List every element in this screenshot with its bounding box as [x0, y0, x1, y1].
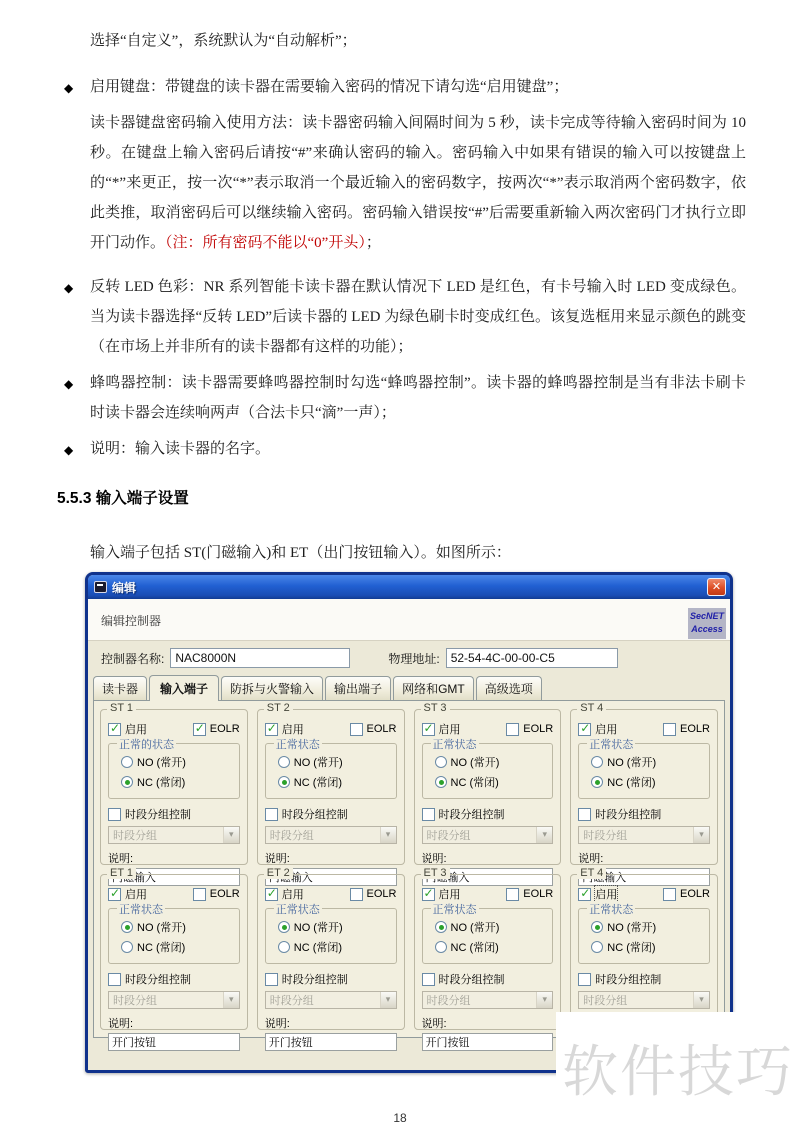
checkbox-icon — [578, 808, 591, 821]
schedule-group-label: 时段分组控制 — [281, 974, 348, 986]
radio-no-label: NO (常开) — [137, 922, 186, 934]
radio-icon — [121, 776, 133, 788]
checkbox-icon — [193, 720, 206, 736]
controller-name-input[interactable] — [170, 648, 350, 668]
schedule-group-dropdown — [265, 826, 397, 844]
schedule-group-dropdown — [422, 826, 554, 844]
logo-line1: SecNET — [689, 611, 724, 621]
checkbox-icon — [265, 808, 278, 821]
description-label: 说明: — [421, 1018, 447, 1030]
radio-icon — [591, 776, 603, 788]
input-terminal-group — [414, 702, 562, 865]
schedule-group-checkbox[interactable] — [422, 806, 554, 822]
normal-state-group — [578, 739, 710, 799]
dialog-subtitle: 编辑控制器 — [101, 614, 162, 628]
terminal-grid — [100, 702, 718, 1030]
group-title: ST 3 — [421, 702, 450, 714]
checkbox-icon — [193, 888, 206, 901]
tab-3[interactable]: 输出端子 — [325, 676, 391, 700]
password-note: （注：所有密码不能以“0”开头） — [165, 235, 366, 251]
schedule-group-label: 时段分组控制 — [595, 974, 662, 986]
radio-no-label: NO (常开) — [293, 757, 343, 769]
eolr-checkbox[interactable] — [506, 888, 553, 901]
description-input[interactable] — [265, 1033, 397, 1051]
bullet-item-led — [64, 272, 746, 362]
radio-no-label: NO (常开) — [293, 922, 343, 934]
normal-state-caption: 正常的状态 — [117, 736, 176, 752]
checkbox-icon — [663, 723, 676, 736]
normal-state-caption: 正常状态 — [431, 901, 479, 917]
enable-checkbox[interactable] — [422, 886, 461, 902]
radio-icon — [591, 921, 603, 933]
checkbox-icon — [506, 888, 519, 901]
enable-eolr-row — [422, 721, 554, 737]
radio-no-label: NO (常开) — [607, 757, 657, 769]
radio-icon — [278, 776, 290, 788]
checkbox-icon — [422, 720, 435, 736]
normal-state-group — [108, 904, 240, 964]
bullet-text: 蜂鸣器控制：读卡器需要蜂鸣器控制时勾选“蜂鸣器控制”。读卡器的蜂鸣器控制是当有非法卡刷卡时读卡器会连续响两声（合法卡只“滴”一声）； — [90, 375, 746, 421]
paragraph-keyboard-usage — [90, 108, 746, 258]
bullet-text: 说明：输入读卡器的名字。 — [90, 441, 271, 457]
radio-nc-option[interactable] — [121, 939, 237, 955]
checkbox-icon — [663, 888, 676, 901]
radio-no-option[interactable] — [435, 754, 551, 770]
radio-icon — [121, 941, 133, 953]
normal-state-group — [265, 904, 397, 964]
description-label: 说明: — [421, 853, 447, 865]
eolr-checkbox[interactable] — [193, 720, 240, 736]
enable-eolr-row — [265, 721, 397, 737]
normal-state-group — [265, 739, 397, 799]
diamond-bullet-icon: ◆ — [64, 443, 74, 457]
radio-nc-label: NC (常闭) — [137, 777, 186, 789]
eolr-checkbox[interactable] — [350, 723, 397, 736]
bullet-item-description — [64, 434, 746, 464]
checkbox-icon — [578, 720, 591, 736]
group-title: ET 4 — [577, 867, 606, 879]
radio-icon — [591, 756, 603, 768]
tab-0[interactable]: 读卡器 — [93, 676, 147, 700]
schedule-group-label: 时段分组控制 — [438, 809, 505, 821]
checkbox-icon — [422, 885, 435, 901]
eolr-label: EOLR — [209, 888, 240, 900]
input-terminal-group — [414, 867, 562, 1030]
enable-eolr-row — [108, 886, 240, 902]
enable-eolr-row — [578, 721, 710, 737]
dialog-titlebar[interactable] — [88, 575, 730, 599]
enable-eolr-row — [108, 721, 240, 737]
eolr-label: EOLR — [366, 723, 397, 735]
schedule-group-label: 时段分组控制 — [595, 809, 662, 821]
tab-4[interactable]: 网络和GMT — [393, 676, 474, 700]
schedule-group-label: 时段分组控制 — [125, 974, 191, 986]
normal-state-group — [422, 739, 554, 799]
normal-state-caption: 正常状态 — [117, 901, 165, 917]
controller-name-label: 控制器名称: — [101, 651, 165, 666]
checkbox-icon — [108, 885, 121, 901]
group-title: ET 1 — [107, 867, 136, 879]
dropdown-value: 时段分组 — [583, 995, 628, 1007]
radio-nc-label: NC (常闭) — [293, 942, 343, 954]
radio-nc-label: NC (常闭) — [450, 777, 499, 789]
radio-icon — [435, 921, 447, 933]
eolr-label: EOLR — [680, 723, 710, 735]
checkbox-icon — [578, 973, 591, 986]
input-terminal-group — [570, 867, 718, 1030]
diamond-bullet-icon: ◆ — [64, 281, 74, 295]
schedule-group-label: 时段分组控制 — [125, 809, 191, 821]
normal-state-caption: 正常状态 — [274, 736, 322, 752]
dropdown-value: 时段分组 — [113, 830, 157, 842]
check-icon: ✓ — [423, 885, 434, 900]
schedule-group-label: 时段分组控制 — [281, 809, 348, 821]
description-label: 说明: — [108, 853, 134, 865]
checkbox-icon — [350, 723, 363, 736]
chevron-down-icon: ▾ — [380, 827, 396, 843]
checkbox-icon — [506, 723, 519, 736]
enable-checkbox[interactable] — [108, 886, 147, 902]
schedule-group-checkbox[interactable] — [108, 971, 240, 987]
close-icon: ✕ — [711, 581, 722, 593]
dropdown-value: 时段分组 — [426, 995, 471, 1007]
schedule-group-dropdown — [108, 991, 240, 1009]
enable-checkbox[interactable] — [578, 886, 617, 902]
dropdown-value: 时段分组 — [426, 830, 471, 842]
schedule-group-dropdown — [108, 826, 240, 844]
group-title: ST 2 — [264, 702, 293, 714]
tab-5[interactable]: 高级选项 — [476, 676, 542, 700]
dropdown-value: 时段分组 — [269, 995, 314, 1007]
enable-checkbox[interactable] — [265, 721, 304, 737]
input-terminal-group — [257, 702, 405, 865]
eolr-label: EOLR — [680, 888, 710, 900]
chevron-down-icon: ▾ — [536, 992, 552, 1008]
group-title: ST 4 — [577, 702, 606, 714]
document-text — [57, 26, 746, 582]
enable-label: 启用 — [125, 724, 147, 736]
checkbox-icon — [265, 885, 278, 901]
check-icon: ✓ — [580, 720, 591, 735]
dropdown-value: 时段分组 — [113, 995, 157, 1007]
radio-icon — [278, 941, 290, 953]
keyboard-usage-text: 读卡器键盘密码输入使用方法：读卡器密码输入间隔时间为 5 秒，读卡完成等待输入密码时间为 10 秒。在键盘上输入密码后请按“#”来确认密码的输入。密码输入中如果有错误的输入可以按键盘上的“*”来更正，按一次“*”表示取消一个最近输入的密码数字，按两次“*”表示取消两个密码数字，依此类推，取消密码后可以继续输入密码。密码输入错误按“#”后需要重新输入两次密码门才执行立即开门动作。 — [90, 115, 746, 251]
schedule-group-checkbox[interactable] — [578, 971, 710, 987]
normal-state-caption: 正常状态 — [274, 901, 322, 917]
dropdown-value: 时段分组 — [269, 830, 314, 842]
schedule-group-checkbox[interactable] — [108, 806, 240, 822]
schedule-group-dropdown — [578, 826, 710, 844]
diamond-bullet-icon: ◆ — [64, 377, 74, 391]
enable-label: 启用 — [125, 889, 147, 901]
radio-icon — [278, 756, 290, 768]
radio-icon — [435, 776, 447, 788]
checkbox-icon — [422, 808, 435, 821]
group-title: ET 2 — [264, 867, 293, 879]
check-icon: ✓ — [194, 720, 205, 735]
input-terminal-group — [570, 702, 718, 865]
checkbox-icon — [350, 888, 363, 901]
enable-label: 启用 — [595, 724, 618, 736]
description-label: 说明: — [108, 1018, 134, 1030]
eolr-checkbox[interactable] — [663, 888, 710, 901]
enable-eolr-row — [422, 886, 554, 902]
enable-label: 启用 — [281, 889, 304, 901]
bullet-text: 启用键盘：带键盘的读卡器在需要输入密码的情况下请勾选“启用键盘”； — [90, 79, 569, 95]
section-heading: 5.5.3 输入端子设置 — [57, 490, 189, 507]
radio-nc-option[interactable] — [278, 939, 394, 955]
paragraph-figure-intro: 输入端子包括 ST(门磁输入)和 ET（出门按钮输入）。如图所示： — [90, 545, 511, 561]
eolr-label: EOLR — [366, 888, 397, 900]
enable-checkbox[interactable] — [422, 721, 461, 737]
normal-state-caption: 正常状态 — [587, 901, 635, 917]
watermark-text: 软件技巧 — [562, 1040, 794, 1103]
bullet-item-buzzer — [64, 368, 746, 428]
radio-no-label: NO (常开) — [450, 757, 500, 769]
radio-nc-option[interactable] — [591, 939, 707, 955]
chevron-down-icon: ▾ — [380, 992, 396, 1008]
eolr-checkbox[interactable] — [663, 723, 710, 736]
radio-no-label: NO (常开) — [450, 922, 500, 934]
enable-checkbox[interactable] — [108, 721, 147, 737]
tab-2[interactable]: 防拆与火警输入 — [221, 676, 323, 700]
enable-checkbox[interactable] — [265, 886, 304, 902]
radio-icon — [435, 941, 447, 953]
secnet-access-logo — [688, 608, 726, 639]
checkbox-icon — [265, 973, 278, 986]
dialog-body — [88, 599, 730, 1070]
radio-nc-option[interactable] — [435, 939, 551, 955]
schedule-group-checkbox[interactable] — [422, 971, 554, 987]
schedule-group-checkbox[interactable] — [265, 806, 397, 822]
description-input[interactable] — [422, 1033, 554, 1051]
input-terminal-group — [100, 702, 248, 865]
radio-icon — [121, 921, 133, 933]
chevron-down-icon: ▾ — [693, 827, 709, 843]
bullet-text: 反转 LED 色彩：NR 系列智能卡读卡器在默认情况下 LED 是红色，有卡号输入时 LED 变成绿色。当为读卡器选择“反转 LED”后读卡器的 LED 为绿色刷卡时变成红色。该复选框用来显示颜色的跳变（在市场上并非所有的读卡器都有这样的功能）； — [90, 279, 746, 355]
controller-fields-row — [88, 641, 730, 673]
radio-no-option[interactable] — [591, 919, 707, 935]
logo-line2: Access — [691, 624, 723, 634]
normal-state-group — [578, 904, 710, 964]
checkbox-icon — [265, 720, 278, 736]
checkbox-icon — [422, 973, 435, 986]
check-icon: ✓ — [110, 885, 121, 900]
eolr-label: EOLR — [209, 723, 240, 735]
check-icon: ✓ — [266, 885, 277, 900]
radio-icon — [121, 756, 133, 768]
eolr-checkbox[interactable] — [350, 888, 397, 901]
radio-no-label: NO (常开) — [137, 757, 186, 769]
schedule-group-checkbox[interactable] — [265, 971, 397, 987]
tab-panel-input-terminals — [93, 700, 725, 1038]
edit-dialog — [85, 572, 733, 1073]
check-icon: ✓ — [110, 720, 121, 735]
eolr-label: EOLR — [523, 723, 554, 735]
schedule-group-checkbox[interactable] — [578, 806, 710, 822]
enable-label: 启用 — [438, 724, 461, 736]
radio-icon — [278, 921, 290, 933]
enable-eolr-row — [578, 886, 710, 902]
eolr-checkbox[interactable] — [193, 888, 240, 901]
schedule-group-label: 时段分组控制 — [438, 974, 505, 986]
paragraph-intro: 选择“自定义”，系统默认为“自动解析”； — [90, 33, 357, 49]
input-terminal-group — [100, 867, 248, 1030]
checkbox-icon — [108, 973, 121, 986]
enable-label: 启用 — [281, 724, 304, 736]
normal-state-group — [422, 904, 554, 964]
radio-no-label: NO (常开) — [607, 922, 657, 934]
radio-nc-option[interactable] — [278, 774, 394, 790]
eolr-checkbox[interactable] — [506, 723, 553, 736]
diamond-bullet-icon: ◆ — [64, 81, 74, 95]
check-icon: ✓ — [580, 885, 591, 900]
checkbox-icon — [108, 720, 121, 736]
dialog-title: 编辑 — [112, 580, 137, 595]
radio-no-option[interactable] — [121, 919, 237, 935]
radio-nc-option[interactable] — [435, 774, 551, 790]
chevron-down-icon: ▾ — [223, 992, 239, 1008]
check-icon: ✓ — [423, 720, 434, 735]
radio-nc-label: NC (常闭) — [137, 942, 186, 954]
chevron-down-icon: ▾ — [223, 827, 239, 843]
radio-no-option[interactable] — [278, 919, 394, 935]
checkbox-icon — [578, 885, 591, 901]
tab-1[interactable]: 输入端子 — [149, 675, 219, 701]
radio-no-option[interactable] — [435, 919, 551, 935]
window-icon — [94, 581, 107, 593]
close-button[interactable] — [707, 578, 726, 596]
radio-icon — [435, 756, 447, 768]
bullet-item-keyboard — [64, 72, 746, 102]
physical-address-label: 物理地址: — [388, 651, 440, 666]
radio-nc-option[interactable] — [121, 774, 237, 790]
eolr-label: EOLR — [523, 888, 554, 900]
chevron-down-icon: ▾ — [536, 827, 552, 843]
group-title: ET 3 — [421, 867, 450, 879]
radio-nc-label: NC (常闭) — [450, 942, 499, 954]
radio-nc-label: NC (常闭) — [607, 942, 656, 954]
tab-bar — [93, 677, 730, 700]
input-terminal-group — [257, 867, 405, 1030]
radio-icon — [591, 941, 603, 953]
enable-eolr-row — [265, 886, 397, 902]
dialog-header-strip — [88, 599, 730, 641]
radio-no-option[interactable] — [591, 754, 707, 770]
checkbox-icon — [108, 808, 121, 821]
description-label: 说明: — [264, 1018, 290, 1030]
radio-no-option[interactable] — [121, 754, 237, 770]
dropdown-value: 时段分组 — [583, 830, 628, 842]
radio-no-option[interactable] — [278, 754, 394, 770]
description-label: 说明: — [264, 853, 290, 865]
group-title: ST 1 — [107, 702, 136, 714]
description-input[interactable] — [108, 1033, 240, 1051]
enable-label: 启用 — [438, 889, 461, 901]
page-number: 18 — [393, 1111, 407, 1125]
normal-state-caption: 正常状态 — [431, 736, 479, 752]
keyboard-usage-tail: ； — [365, 235, 381, 251]
schedule-group-dropdown — [578, 991, 710, 1009]
radio-nc-label: NC (常闭) — [607, 777, 656, 789]
chevron-down-icon: ▾ — [693, 992, 709, 1008]
description-label: 说明: — [578, 853, 604, 865]
radio-nc-option[interactable] — [591, 774, 707, 790]
radio-nc-label: NC (常闭) — [293, 777, 343, 789]
schedule-group-dropdown — [422, 991, 554, 1009]
schedule-group-dropdown — [265, 991, 397, 1009]
check-icon: ✓ — [266, 720, 277, 735]
normal-state-group — [108, 739, 240, 799]
normal-state-caption: 正常状态 — [587, 736, 635, 752]
enable-checkbox[interactable] — [578, 721, 617, 737]
physical-address-input[interactable] — [446, 648, 618, 668]
enable-label: 启用 — [595, 886, 617, 902]
